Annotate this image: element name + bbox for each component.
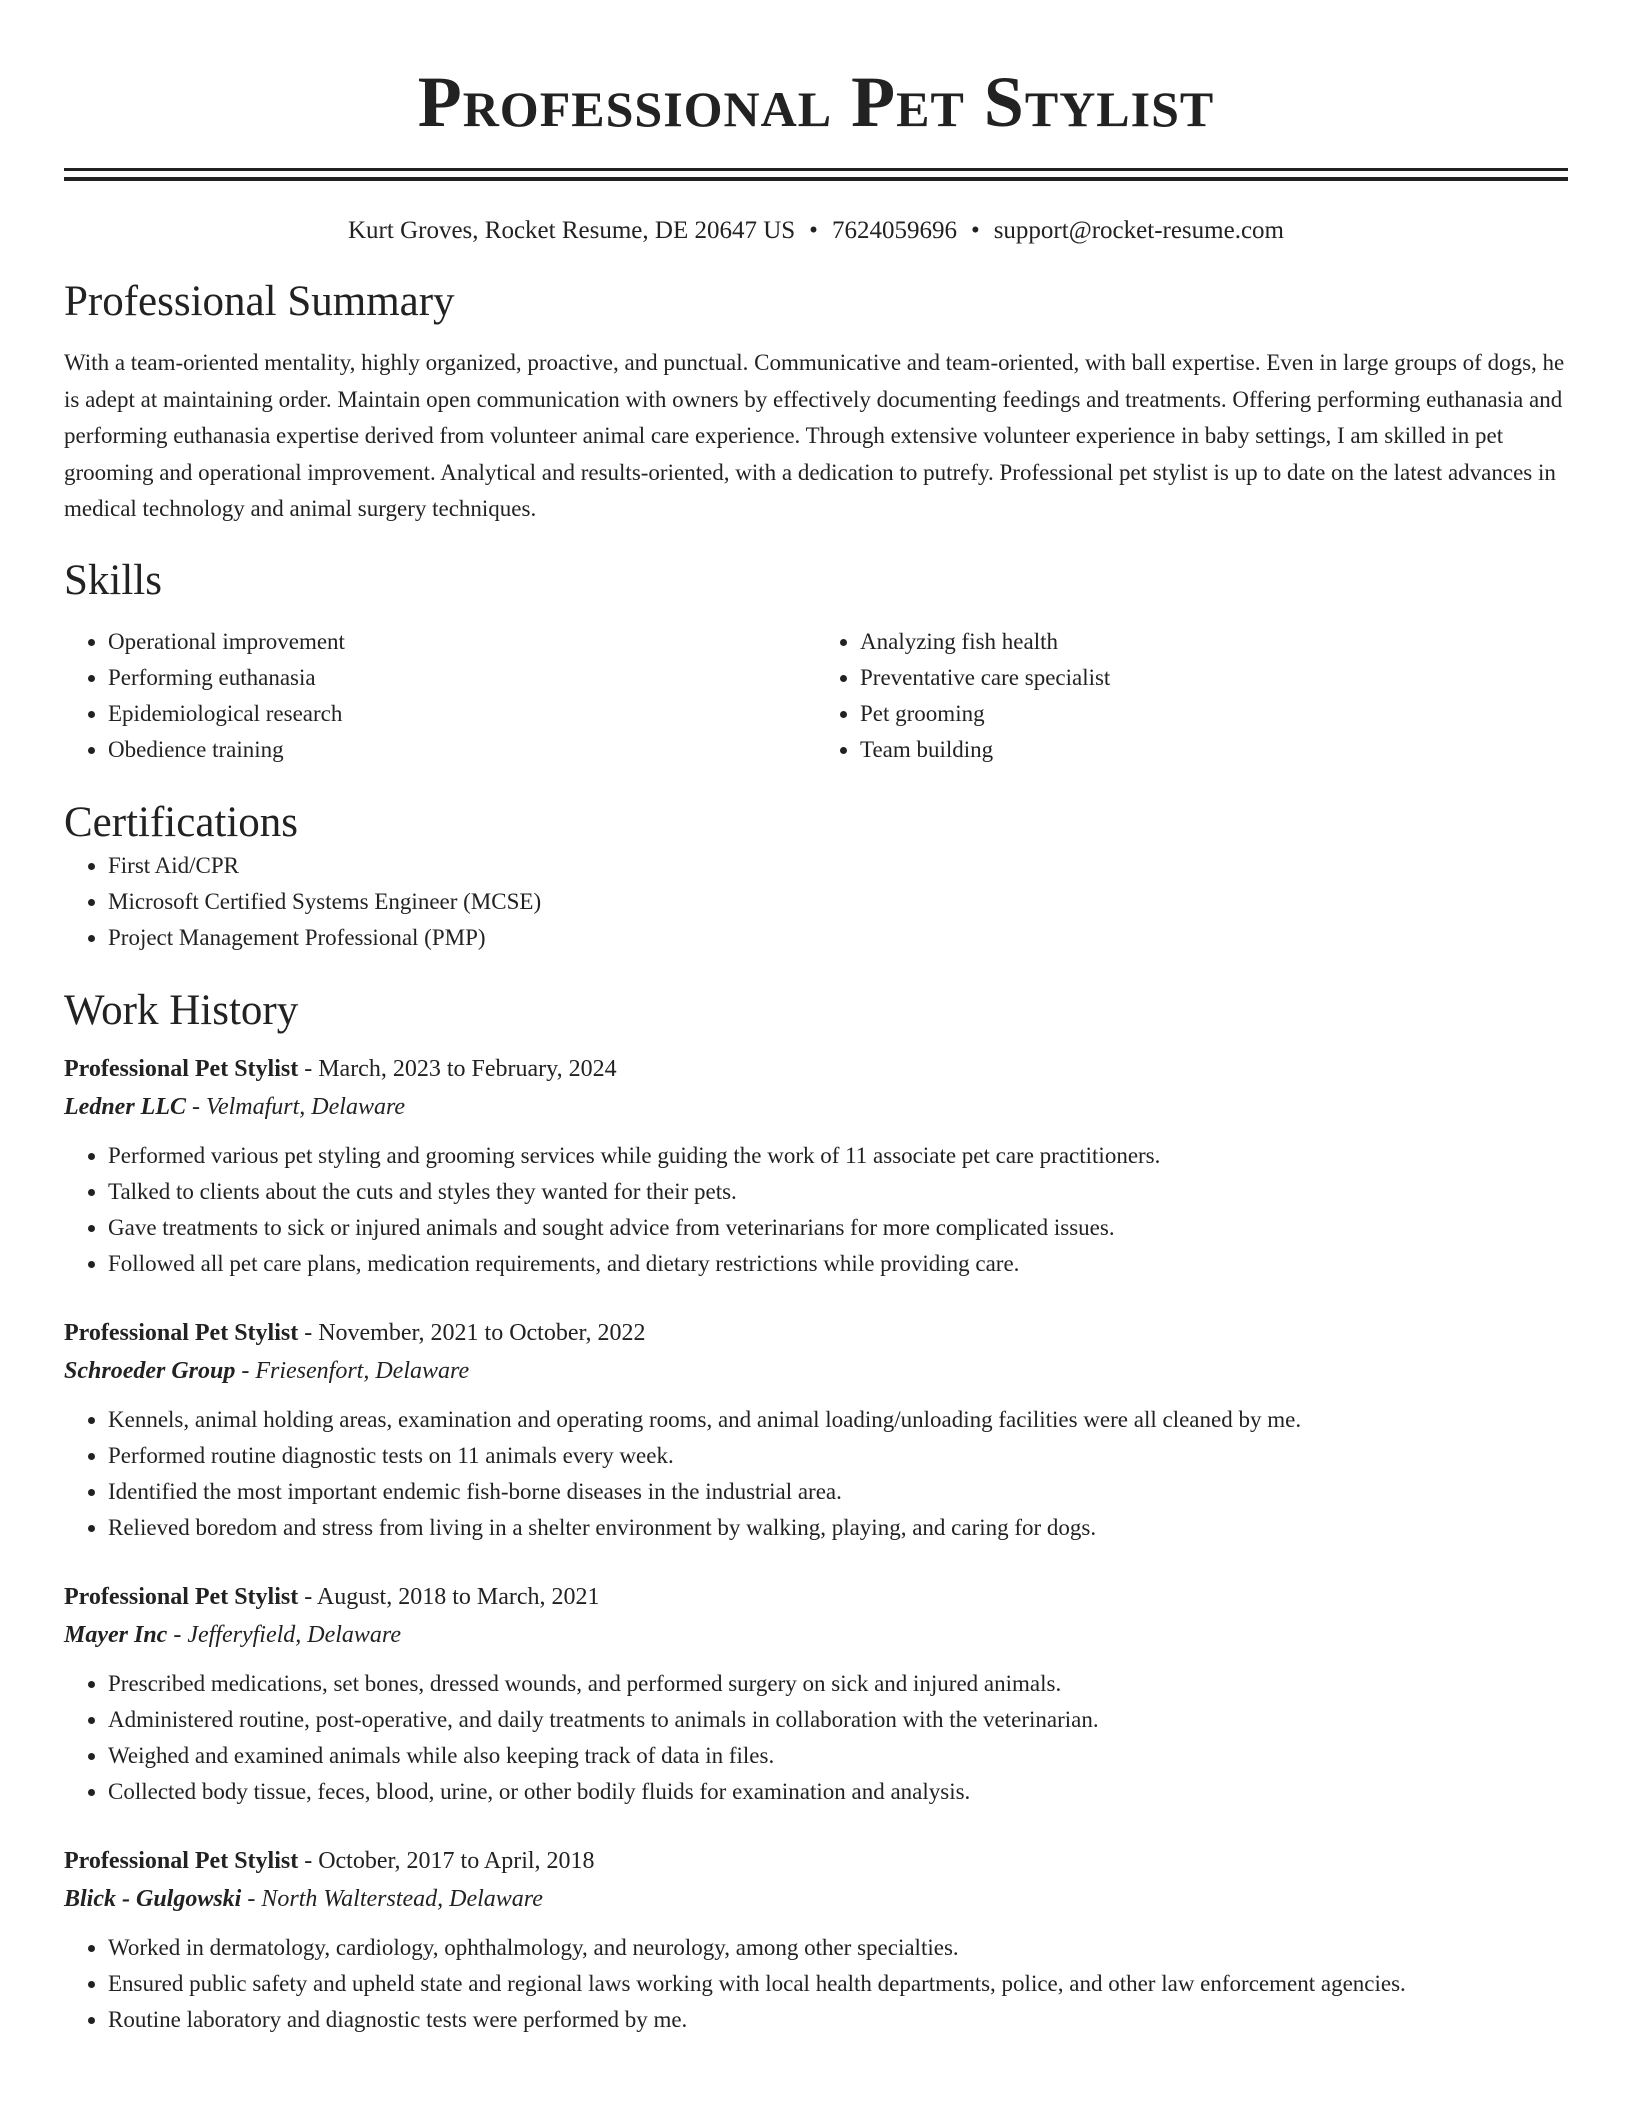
- job-duty-item: • Weighed and examined animals while also keeping track of data in files.: [108, 1738, 1568, 1774]
- job-entry: [64, 1578, 1568, 1810]
- skills-columns: [64, 624, 1568, 768]
- job-duty-item: • Performed various pet styling and grooming services while guiding the work of 11 associate pet care practitioners.: [108, 1138, 1568, 1174]
- certifications-heading: Certifications: [64, 798, 299, 846]
- job-dates: - November, 2021 to October, 2022: [298, 1319, 646, 1346]
- job-duty-item: • Ensured public safety and upheld state and regional laws working with local health departments, police, and other law enforcement agencies.: [108, 1966, 1568, 2002]
- job-company-line: [64, 1088, 1568, 1126]
- skill-item: • Team building: [860, 732, 1568, 768]
- certification-item: • Project Management Professional (PMP): [108, 920, 1568, 956]
- job-location: - Velmafurt, Delaware: [185, 1093, 406, 1120]
- job-duties-list: [64, 1930, 1568, 2038]
- skill-item: • Epidemiological research: [108, 696, 816, 732]
- skill-item: • Obedience training: [108, 732, 816, 768]
- job-location: - North Walterstead, Delaware: [241, 1885, 543, 1912]
- job-duty-item: • Administered routine, post-operative, and daily treatments to animals in collaboration with the veterinarian.: [108, 1702, 1568, 1738]
- job-duty-item: • Collected body tissue, feces, blood, urine, or other bodily fluids for examination and analysis.: [108, 1774, 1568, 1810]
- job-title-line: [64, 1050, 1568, 1088]
- skills-list-right: [816, 624, 1568, 768]
- job-location: - Friesenfort, Delaware: [235, 1357, 470, 1384]
- job-location: - Jefferyfield, Delaware: [167, 1621, 402, 1648]
- job-role: Professional Pet Stylist: [64, 1847, 299, 1874]
- skills-heading: Skills: [64, 556, 162, 604]
- work-history-heading: Work History: [64, 986, 299, 1034]
- job-company: Blick - Gulgowski: [64, 1885, 242, 1912]
- job-company: Schroeder Group: [64, 1357, 236, 1384]
- job-duties-list: [64, 1138, 1568, 1282]
- job-title-line: [64, 1314, 1568, 1352]
- job-title-line: [64, 1842, 1568, 1880]
- job-company-line: [64, 1880, 1568, 1918]
- job-role: Professional Pet Stylist: [64, 1583, 299, 1610]
- skill-item: • Pet grooming: [860, 696, 1568, 732]
- skill-item: • Preventative care specialist: [860, 660, 1568, 696]
- job-duty-item: • Followed all pet care plans, medication requirements, and dietary restrictions while providing care.: [108, 1246, 1568, 1282]
- job-duties-list: [64, 1402, 1568, 1546]
- job-dates: - March, 2023 to February, 2024: [298, 1055, 617, 1082]
- skill-item: • Operational improvement: [108, 624, 816, 660]
- job-duty-item: • Kennels, animal holding areas, examination and operating rooms, and animal loading/unloading facilities were all cleaned by me.: [108, 1402, 1568, 1438]
- job-company-line: [64, 1616, 1568, 1654]
- contact-separator: •: [809, 217, 818, 244]
- contact-address: Kurt Groves, Rocket Resume, DE 20647 US: [348, 217, 796, 244]
- job-duty-item: • Gave treatments to sick or injured animals and sought advice from veterinarians for more complicated issues.: [108, 1210, 1568, 1246]
- job-company: Mayer Inc: [64, 1621, 168, 1648]
- job-duty-item: • Identified the most important endemic fish-borne diseases in the industrial area.: [108, 1474, 1568, 1510]
- job-duty-item: • Prescribed medications, set bones, dressed wounds, and performed surgery on sick and injured animals.: [108, 1666, 1568, 1702]
- resume-name-title: Professional Pet Stylist: [417, 62, 1215, 142]
- job-title-line: [64, 1578, 1568, 1616]
- skill-item: • Analyzing fish health: [860, 624, 1568, 660]
- job-company: Ledner LLC: [64, 1093, 186, 1120]
- job-duties-list: [64, 1666, 1568, 1810]
- job-entry: [64, 1842, 1568, 2038]
- summary-text: With a team-oriented mentality, highly organized, proactive, and punctual. Communicative and team-oriented, with ball expertise. Even in large groups of dogs, he is adept at maintaining order. Maintain open communication with owners by effectively documenting feedings and treatments. Offering performing euthanasia and performing euthanasia expertise derived from volunteer animal care experience. Through extensive volunteer experience in baby settings, I am skilled in pet grooming and operational improvement. Analytical and results-oriented, with a dedication to putrefy. Professional pet stylist is up to date on the latest advances in medical technology and animal surgery techniques.: [64, 350, 1565, 521]
- job-duty-item: • Performed routine diagnostic tests on 11 animals every week.: [108, 1438, 1568, 1474]
- job-entry: [64, 1050, 1568, 1282]
- contact-separator: •: [970, 217, 980, 244]
- certification-item: • Microsoft Certified Systems Engineer (MCSE): [108, 884, 1568, 920]
- divider-line-top: [64, 168, 1568, 171]
- job-dates: - October, 2017 to April, 2018: [298, 1847, 595, 1874]
- job-duty-item: • Worked in dermatology, cardiology, ophthalmology, and neurology, among other specialties.: [108, 1930, 1568, 1966]
- job-duty-item: • Relieved boredom and stress from living in a shelter environment by walking, playing, and caring for dogs.: [108, 1510, 1568, 1546]
- contact-email: support@rocket-resume.com: [993, 217, 1284, 244]
- contact-line: [64, 215, 1568, 247]
- divider-line-bottom: [64, 177, 1568, 181]
- certification-item: • First Aid/CPR: [108, 848, 1568, 884]
- skills-list-left: [64, 624, 816, 768]
- job-dates: - August, 2018 to March, 2021: [298, 1583, 600, 1610]
- summary-heading: Professional Summary: [64, 278, 455, 325]
- job-company-line: [64, 1352, 1568, 1390]
- job-duty-item: • Routine laboratory and diagnostic tests were performed by me.: [108, 2002, 1568, 2038]
- contact-phone: 7624059696: [831, 217, 957, 244]
- job-entry: [64, 1314, 1568, 1546]
- job-duty-item: • Talked to clients about the cuts and styles they wanted for their pets.: [108, 1174, 1568, 1210]
- job-role: Professional Pet Stylist: [64, 1055, 299, 1082]
- skill-item: • Performing euthanasia: [108, 660, 816, 696]
- certifications-list: [64, 848, 1568, 956]
- job-role: Professional Pet Stylist: [64, 1319, 299, 1346]
- header-divider: [64, 168, 1568, 181]
